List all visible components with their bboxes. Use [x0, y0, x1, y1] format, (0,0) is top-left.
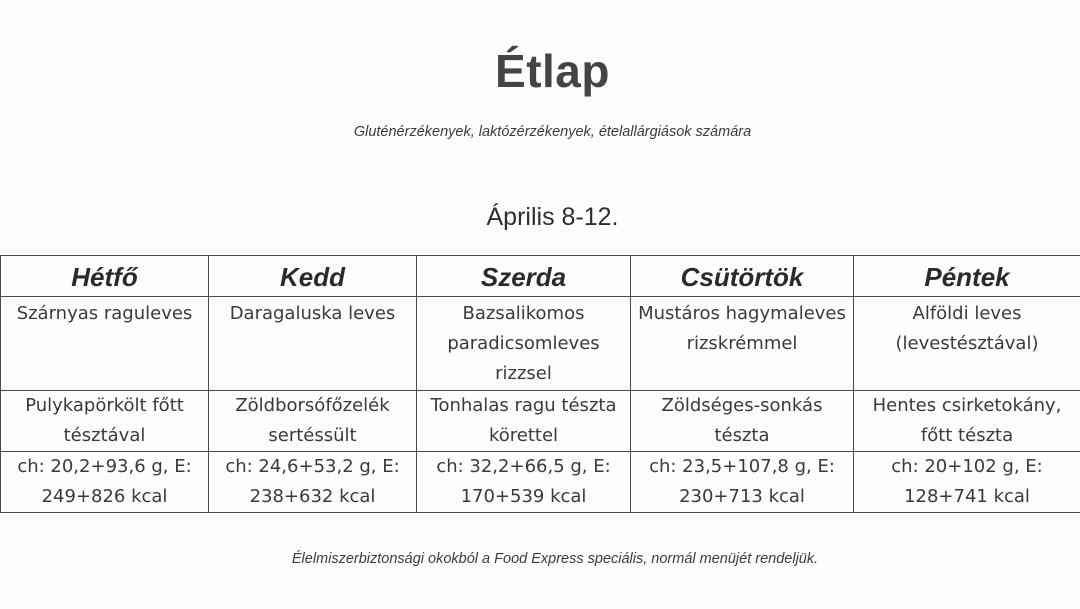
nutrition-cell-csutortok: ch: 23,5+107,8 g, E: 230+713 kcal — [631, 452, 854, 513]
soup-cell-hetfo: Szárnyas raguleves — [1, 297, 209, 391]
nutrition-row — [1, 452, 1080, 513]
soup-cell-csutortok: Mustáros hagymaleves rizskrémmel — [631, 297, 854, 391]
main-cell-hetfo: Pulykapörkölt főtt tésztával — [1, 391, 209, 452]
footer-note: Élelmiszerbiztonsági okokból a Food Express speciális, normál menüjét rendeljük. — [291, 551, 819, 567]
page-subtitle: Gluténérzékenyek, laktózérzékenyek, ételallárgiások számára — [353, 124, 752, 140]
main-cell-csutortok: Zöldséges-sonkás tészta — [631, 391, 854, 452]
day-header-pentek: Péntek — [854, 256, 1080, 297]
soup-row — [1, 297, 1080, 391]
nutrition-cell-pentek: ch: 20+102 g, E: 128+741 kcal — [854, 452, 1080, 513]
main-cell-szerda: Tonhalas ragu tészta körettel — [417, 391, 631, 452]
day-header-kedd: Kedd — [209, 256, 417, 297]
day-header-csutortok: Csütörtök — [631, 256, 854, 297]
page-title: Étlap — [495, 45, 610, 97]
day-header-hetfo: Hétfő — [1, 256, 209, 297]
soup-cell-pentek: Alföldi leves (levestésztával) — [854, 297, 1080, 391]
table-header-row — [1, 256, 1080, 297]
main-course-row — [1, 391, 1080, 452]
soup-cell-szerda: Bazsalikomos paradicsomleves rizzsel — [417, 297, 631, 391]
soup-cell-kedd: Daragaluska leves — [209, 297, 417, 391]
main-cell-kedd: Zöldborsófőzelék sertéssült — [209, 391, 417, 452]
menu-table — [0, 255, 1080, 513]
week-date: Április 8-12. — [486, 203, 619, 231]
main-cell-pentek: Hentes csirketokány, főtt tészta — [854, 391, 1080, 452]
nutrition-cell-szerda: ch: 32,2+66,5 g, E: 170+539 kcal — [417, 452, 631, 513]
nutrition-cell-hetfo: ch: 20,2+93,6 g, E: 249+826 kcal — [1, 452, 209, 513]
nutrition-cell-kedd: ch: 24,6+53,2 g, E: 238+632 kcal — [209, 452, 417, 513]
day-header-szerda: Szerda — [417, 256, 631, 297]
